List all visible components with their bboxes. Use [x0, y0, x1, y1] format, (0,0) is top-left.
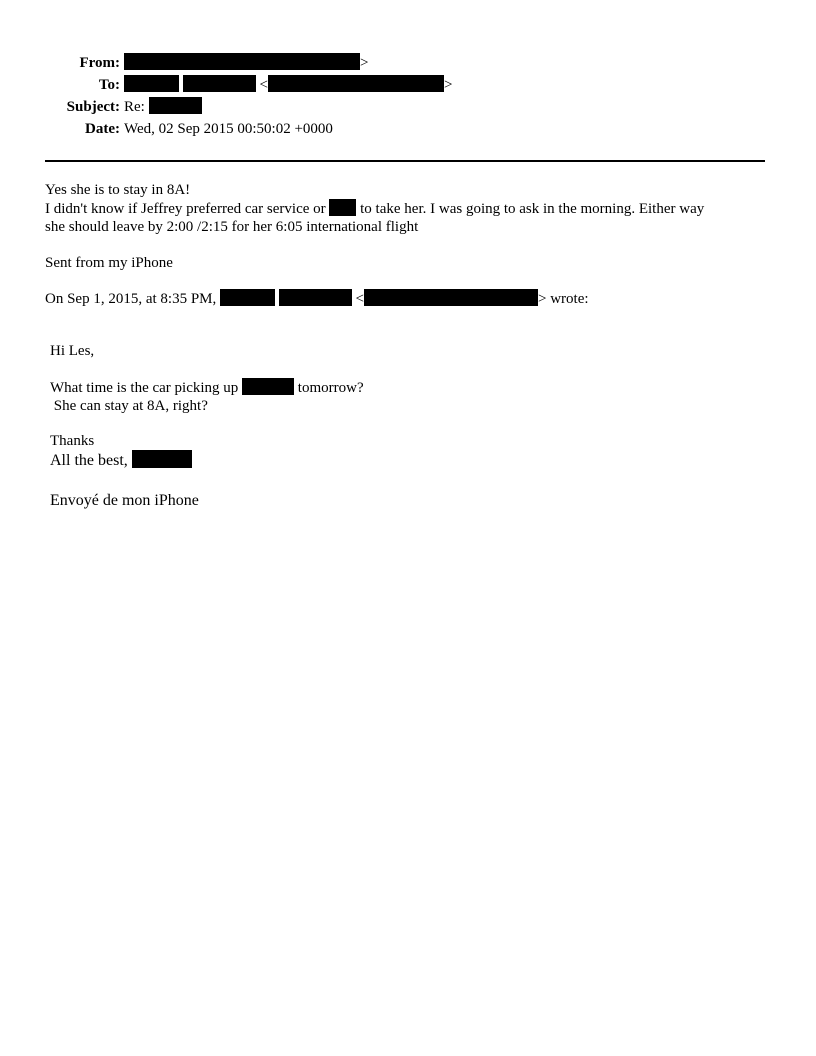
from-row: [0, 52, 816, 74]
redaction-block: [242, 378, 294, 395]
date-value: Wed, 02 Sep 2015 00:50:02 +0000: [124, 121, 333, 137]
redaction-block: [124, 75, 179, 92]
redaction-block: [220, 289, 275, 306]
quoted-line: She can stay at 8A, right?: [50, 398, 208, 414]
message-line: she should leave by 2:00 /2:15 for her 6:05 international flight: [45, 219, 419, 235]
quoted-greeting: Hi Les,: [50, 343, 95, 359]
quote-attribution: On Sep 1, 2015, at 8:35 PM, < > wrote:: [45, 291, 589, 307]
redaction-block: [279, 289, 352, 306]
message-line: Yes she is to stay in 8A!: [45, 182, 191, 198]
quoted-closing: All the best,: [50, 450, 750, 471]
redaction-block: [132, 450, 192, 468]
redaction-block: [124, 53, 360, 70]
redaction-block: [268, 75, 444, 92]
to-row: [0, 74, 816, 96]
redaction-block: [364, 289, 538, 306]
sent-from-signature: Sent from my iPhone: [45, 255, 173, 271]
redaction-block: [183, 75, 256, 92]
email-header: [0, 52, 816, 140]
to-lt: <: [259, 77, 268, 93]
message-body: [45, 181, 765, 308]
subject-label: Subject:: [66, 99, 120, 115]
to-label: To:: [98, 77, 120, 93]
subject-row: [0, 96, 816, 118]
to-gt: >: [443, 77, 453, 93]
date-label: Date:: [85, 121, 120, 137]
message-line: I didn't know if Jeffrey preferred car service or to take her. I was going to ask in the morning. Either way: [45, 201, 705, 217]
subject-prefix: Re:: [124, 99, 145, 115]
quoted-message: [50, 342, 750, 511]
from-label: From:: [79, 55, 120, 71]
quoted-thanks: Thanks: [50, 433, 95, 449]
from-suffix: >: [360, 55, 369, 71]
redaction-block: [149, 97, 202, 114]
date-row: [0, 118, 816, 140]
header-divider: [45, 160, 765, 162]
redaction-block: [329, 199, 356, 216]
quoted-line: What time is the car picking up tomorrow?: [50, 380, 364, 396]
quoted-signature: Envoyé de mon iPhone: [50, 492, 199, 509]
